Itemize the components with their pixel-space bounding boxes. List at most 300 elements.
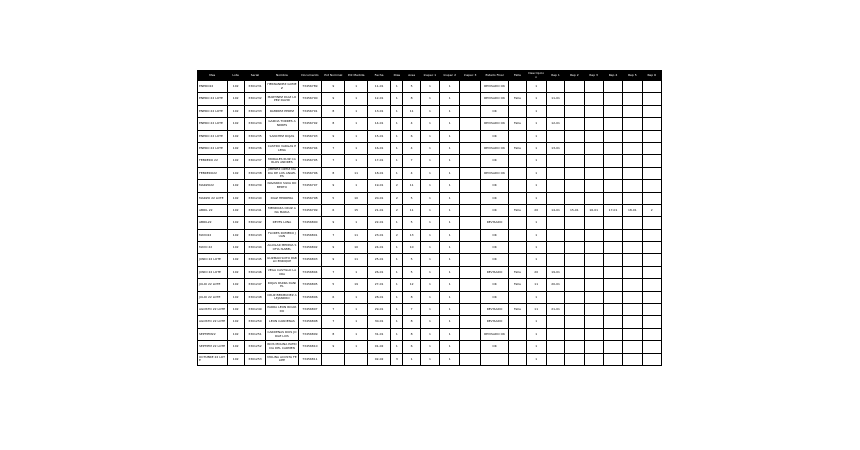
table-cell: 4: [403, 167, 420, 179]
table-cell: 26-01: [367, 266, 390, 278]
table-cell: 3301243: [244, 229, 265, 241]
table-cell: 21-01: [546, 304, 564, 316]
table-cell: JUNIO 22 LOTE: [198, 254, 228, 266]
table-cell: 18-01: [367, 167, 390, 179]
table-cell: [623, 105, 642, 117]
table-cell: [603, 304, 622, 316]
table-cell: MENDOZA CRUZ ANA MARIA: [266, 204, 299, 216]
table-cell: 1: [420, 167, 439, 179]
table-cell: 7: [403, 304, 420, 316]
table-cell: 3301242: [244, 217, 265, 229]
table-cell: 1: [420, 118, 439, 130]
table-cell: AGOSTO 22 LOTE: [198, 316, 228, 328]
table-row: [198, 328, 662, 340]
table-cell: [584, 142, 603, 154]
table-cell: 73456798: [298, 192, 321, 204]
table-cell: [584, 167, 603, 179]
table-cell: [480, 353, 508, 365]
table-cell: 1: [420, 105, 439, 117]
table-cell: 10: [345, 242, 367, 254]
table-cell: 1: [440, 254, 460, 266]
table-cell: AGOSTO 22 LOTE: [198, 304, 228, 316]
table-cell: JUNIO 22 LOTE: [198, 266, 228, 278]
table-row: [198, 242, 662, 254]
table-cell: 20-01: [367, 192, 390, 204]
table-cell: 102: [227, 304, 244, 316]
table-cell: [603, 155, 622, 167]
table-cell: 1: [440, 155, 460, 167]
table-cell: 1: [391, 118, 403, 130]
table-cell: [623, 279, 642, 291]
table-cell: [546, 353, 564, 365]
table-cell: 5: [322, 192, 345, 204]
table-cell: [642, 341, 661, 353]
table-cell: [623, 229, 642, 241]
table-cell: 7: [322, 316, 345, 328]
table-cell: FEBRERO 22: [198, 155, 228, 167]
table-cell: 73456802: [298, 242, 321, 254]
table-cell: 8: [322, 105, 345, 117]
table-cell: [603, 266, 622, 278]
table-cell: 1: [345, 217, 367, 229]
table-cell: [603, 254, 622, 266]
table-cell: 102: [227, 130, 244, 142]
table-cell: 1: [345, 155, 367, 167]
table-row: [198, 192, 662, 204]
table-cell: 1: [391, 242, 403, 254]
table-cell: 1: [391, 93, 403, 105]
table-cell: GUZMAN SOTO PABLO ENRIQUE: [266, 254, 299, 266]
table-cell: 1: [345, 105, 367, 117]
table-cell: 1: [420, 81, 439, 93]
table-cell: 1: [440, 130, 460, 142]
table-cell: 6: [403, 341, 420, 353]
table-cell: 7: [322, 229, 345, 241]
table-cell: 102: [227, 266, 244, 278]
table-cell: 73456810: [298, 341, 321, 353]
table-cell: 102: [227, 180, 244, 192]
table-cell: 3301244: [244, 242, 265, 254]
table-cell: 1: [420, 328, 439, 340]
table-cell: [509, 192, 526, 204]
table-cell: [322, 353, 345, 365]
table-cell: 1: [391, 81, 403, 93]
table-cell: REVISADO: [480, 304, 508, 316]
table-cell: 73456795: [298, 155, 321, 167]
column-header: Falla: [509, 71, 526, 81]
table-cell: 29-01: [367, 304, 390, 316]
table-cell: [565, 279, 584, 291]
table-cell: [642, 316, 661, 328]
table-cell: 7: [403, 155, 420, 167]
table-cell: [546, 167, 564, 179]
table-cell: 3301237: [244, 155, 265, 167]
table-cell: 3301251: [244, 328, 265, 340]
table-cell: [565, 266, 584, 278]
table-cell: 11: [345, 254, 367, 266]
table-cell: [460, 192, 480, 204]
table-cell: 23-01: [367, 229, 390, 241]
table-cell: 28-01: [367, 291, 390, 303]
table-cell: MOLINA ACOSTA FELIPE: [266, 353, 299, 365]
table-body: [198, 81, 662, 366]
table-cell: 1: [420, 341, 439, 353]
table-cell: OK: [480, 130, 508, 142]
table-cell: [546, 254, 564, 266]
table-cell: [584, 254, 603, 266]
table-cell: 1: [345, 341, 367, 353]
column-header: Rep 1: [546, 71, 564, 81]
table-cell: 1: [420, 192, 439, 204]
table-cell: [546, 81, 564, 93]
table-cell: [603, 217, 622, 229]
table-cell: [565, 328, 584, 340]
table-cell: [623, 353, 642, 365]
table-cell: ABRIL22: [198, 217, 228, 229]
table-cell: [509, 328, 526, 340]
table-cell: FLORES ROMERO JUAN: [266, 229, 299, 241]
table-cell: 102: [227, 316, 244, 328]
table-cell: 7: [322, 142, 345, 154]
table-cell: 102: [227, 142, 244, 154]
table-cell: ROJAS PARRA DANIEL: [266, 279, 299, 291]
table-cell: 1: [526, 142, 546, 154]
table-cell: 1: [391, 279, 403, 291]
table-cell: Falla: [509, 266, 526, 278]
table-cell: [603, 192, 622, 204]
table-cell: 102: [227, 291, 244, 303]
table-cell: 1: [345, 93, 367, 105]
table-cell: 73456801: [298, 229, 321, 241]
table-cell: [584, 192, 603, 204]
table-cell: [509, 242, 526, 254]
table-cell: 9: [322, 180, 345, 192]
table-cell: 1: [345, 142, 367, 154]
table-cell: [460, 316, 480, 328]
table-cell: 1: [440, 142, 460, 154]
table-cell: [642, 180, 661, 192]
table-cell: 11: [526, 279, 546, 291]
table-cell: [565, 118, 584, 130]
table-cell: JIMENEZ ORTIZ MARIA DE LOS ANGELES: [266, 167, 299, 179]
table-cell: 9: [322, 81, 345, 93]
table-cell: CARDENAS RIOS JORGE LUIS: [266, 328, 299, 340]
table-cell: [460, 180, 480, 192]
table-cell: REVISADO OK: [480, 118, 508, 130]
column-header: Inspec 2: [440, 71, 460, 81]
table-cell: 3301253: [244, 353, 265, 365]
table-cell: 1: [420, 204, 439, 216]
table-cell: [584, 217, 603, 229]
table-cell: [642, 279, 661, 291]
table-cell: 20-01: [546, 279, 564, 291]
table-cell: [623, 130, 642, 142]
table-cell: 1: [391, 291, 403, 303]
table-cell: 73456808: [298, 316, 321, 328]
table-cell: 7: [322, 155, 345, 167]
table-cell: 3301250: [244, 316, 265, 328]
table-cell: [460, 291, 480, 303]
table-cell: Falla: [509, 204, 526, 216]
table-cell: 5: [322, 279, 345, 291]
table-cell: REVISADO OK: [480, 142, 508, 154]
table-cell: 21-01: [367, 204, 390, 216]
table-cell: [565, 254, 584, 266]
table-cell: [460, 353, 480, 365]
table-cell: 1: [440, 118, 460, 130]
table-cell: Falla: [509, 118, 526, 130]
table-cell: 1: [420, 304, 439, 316]
table-cell: [565, 229, 584, 241]
table-cell: 1: [391, 155, 403, 167]
table-cell: OK: [480, 155, 508, 167]
table-cell: 1: [526, 217, 546, 229]
table-cell: [584, 279, 603, 291]
table-cell: 9: [322, 254, 345, 266]
table-cell: 9: [322, 217, 345, 229]
table-cell: 2: [391, 192, 403, 204]
table-cell: 73456794: [298, 142, 321, 154]
table-cell: 1: [345, 118, 367, 130]
table-cell: [603, 130, 622, 142]
table-cell: 3301241: [244, 204, 265, 216]
table-cell: RIOS MOLINA PATRICIA DEL CARMEN: [266, 341, 299, 353]
table-cell: 73456811: [298, 353, 321, 365]
table-cell: [603, 291, 622, 303]
table-row: [198, 105, 662, 117]
table-cell: REVISADO OK: [480, 93, 508, 105]
table-cell: [623, 142, 642, 154]
table-cell: [565, 167, 584, 179]
table-cell: PARRA LEON RICARDO: [266, 304, 299, 316]
table-cell: [642, 217, 661, 229]
table-cell: 4: [403, 142, 420, 154]
table-cell: 3301239: [244, 180, 265, 192]
table-cell: 1: [440, 167, 460, 179]
table-cell: 102: [227, 167, 244, 179]
table-cell: 1: [345, 266, 367, 278]
table-cell: [623, 304, 642, 316]
table-cell: JULIO 22 LOTE: [198, 291, 228, 303]
table-cell: [509, 81, 526, 93]
table-cell: 11-01: [546, 93, 564, 105]
table-cell: [642, 155, 661, 167]
table-cell: [546, 180, 564, 192]
table-cell: 3301240: [244, 192, 265, 204]
table-cell: [565, 180, 584, 192]
table-cell: [623, 81, 642, 93]
table-cell: 1: [440, 204, 460, 216]
table-cell: 1: [526, 341, 546, 353]
table-row: [198, 142, 662, 154]
table-cell: 4: [403, 118, 420, 130]
table-cell: 73456791: [298, 105, 321, 117]
table-cell: [642, 353, 661, 365]
table-cell: 1: [420, 291, 439, 303]
table-cell: 1: [440, 217, 460, 229]
table-cell: 18-01: [623, 204, 642, 216]
table-cell: MARZO22: [198, 180, 228, 192]
table-cell: 102: [227, 229, 244, 241]
table-cell: 20: [526, 204, 546, 216]
column-header: Area: [403, 71, 420, 81]
table-cell: [584, 130, 603, 142]
table-cell: 1: [526, 180, 546, 192]
table-cell: 73456800: [298, 217, 321, 229]
table-cell: [565, 142, 584, 154]
table-cell: [565, 242, 584, 254]
table-cell: [623, 266, 642, 278]
table-cell: 22-01: [367, 217, 390, 229]
table-cell: 01-02: [367, 341, 390, 353]
table-cell: [460, 93, 480, 105]
table-cell: [584, 341, 603, 353]
table-cell: 16-01: [367, 142, 390, 154]
table-cell: 3301231: [244, 81, 265, 93]
table-cell: [642, 192, 661, 204]
table-cell: [603, 316, 622, 328]
table-cell: 19-01: [367, 180, 390, 192]
table-cell: 5: [403, 254, 420, 266]
table-cell: 3: [391, 353, 403, 365]
table-cell: 1: [420, 242, 439, 254]
table-cell: [642, 291, 661, 303]
table-cell: [565, 304, 584, 316]
table-cell: [509, 130, 526, 142]
table-cell: [603, 118, 622, 130]
table-cell: [546, 341, 564, 353]
table-cell: ENERO 22 LOTE: [198, 142, 228, 154]
table-cell: VEGA CASTILLO LAURA: [266, 266, 299, 278]
table-cell: REVISADO: [480, 217, 508, 229]
table-cell: [546, 229, 564, 241]
table-cell: 1: [391, 266, 403, 278]
table-cell: CRUZ BERMUDEZ ALEJANDRO: [266, 291, 299, 303]
table-cell: ENERO 22 LOTE: [198, 130, 228, 142]
table-cell: [584, 304, 603, 316]
table-cell: 3301245: [244, 254, 265, 266]
table-cell: ENERO22: [198, 81, 228, 93]
table-cell: 1: [420, 180, 439, 192]
table-cell: [460, 279, 480, 291]
table-cell: 7: [322, 266, 345, 278]
table-cell: GARCIA TORRES ANDRES: [266, 118, 299, 130]
table-cell: [623, 155, 642, 167]
table-cell: 1: [440, 242, 460, 254]
column-header: Pot Medida: [345, 71, 367, 81]
table-cell: 1: [526, 192, 546, 204]
table-cell: 1: [420, 130, 439, 142]
table-cell: [584, 242, 603, 254]
table-cell: LEON CARDENAS: [266, 316, 299, 328]
table-cell: 1: [526, 93, 546, 105]
table-cell: 11: [345, 229, 367, 241]
table-cell: 1: [526, 242, 546, 254]
table-cell: [546, 242, 564, 254]
table-cell: 3301232: [244, 93, 265, 105]
table-row: [198, 93, 662, 105]
table-cell: [584, 105, 603, 117]
table-cell: 1: [440, 353, 460, 365]
table-cell: [584, 353, 603, 365]
table-cell: 1: [526, 155, 546, 167]
table-cell: 9: [322, 341, 345, 353]
table-cell: [565, 130, 584, 142]
table-cell: [509, 353, 526, 365]
table-cell: 1: [420, 353, 439, 365]
table-cell: 3301246: [244, 266, 265, 278]
table-cell: 3301234: [244, 118, 265, 130]
table-cell: [460, 328, 480, 340]
table-cell: 13: [403, 229, 420, 241]
table-cell: SEPTIEM 22 LOTE: [198, 341, 228, 353]
table-cell: 5: [403, 81, 420, 93]
table-row: [198, 254, 662, 266]
column-header: Dias: [391, 71, 403, 81]
table-cell: OK: [480, 291, 508, 303]
table-cell: [460, 81, 480, 93]
table-cell: 19: [345, 279, 367, 291]
table-cell: 1: [345, 316, 367, 328]
table-cell: 5: [403, 192, 420, 204]
table-cell: [460, 266, 480, 278]
table-row: [198, 118, 662, 130]
table-cell: [603, 105, 622, 117]
table-cell: 102: [227, 118, 244, 130]
table-cell: 1: [526, 353, 546, 365]
table-cell: [345, 353, 367, 365]
table-cell: 3301247: [244, 279, 265, 291]
table-cell: 73456789: [298, 81, 321, 93]
table-cell: [509, 167, 526, 179]
table-cell: [603, 353, 622, 365]
table-cell: JULIO 22 LOTE: [198, 279, 228, 291]
table-cell: [460, 304, 480, 316]
table-cell: 3301252: [244, 341, 265, 353]
table-cell: REVISADO OK: [480, 81, 508, 93]
table-cell: 73456803: [298, 254, 321, 266]
table-cell: 19-01: [546, 266, 564, 278]
table-cell: 102: [227, 353, 244, 365]
table-cell: [603, 279, 622, 291]
table-cell: 16-01: [584, 204, 603, 216]
table-cell: 1: [526, 81, 546, 93]
table-cell: MAYO 22: [198, 242, 228, 254]
table-cell: 102: [227, 81, 244, 93]
table-cell: 1: [391, 254, 403, 266]
table-cell: [565, 81, 584, 93]
table-cell: MARZO 22 LOTE: [198, 192, 228, 204]
column-header: Rep 5: [623, 71, 642, 81]
table-cell: Falla: [509, 279, 526, 291]
table-cell: OK: [480, 192, 508, 204]
table-cell: 1: [440, 291, 460, 303]
table-cell: 73456790: [298, 93, 321, 105]
table-cell: 8: [403, 328, 420, 340]
table-cell: [623, 341, 642, 353]
table-cell: 10: [403, 242, 420, 254]
table-cell: [584, 328, 603, 340]
table-cell: 1: [440, 279, 460, 291]
table-cell: 1: [420, 316, 439, 328]
table-cell: [623, 167, 642, 179]
table-cell: 102: [227, 93, 244, 105]
table-cell: 102: [227, 341, 244, 353]
table-row: [198, 81, 662, 93]
table-cell: 102: [227, 155, 244, 167]
column-header: Rep 6: [642, 71, 661, 81]
table-cell: [546, 130, 564, 142]
